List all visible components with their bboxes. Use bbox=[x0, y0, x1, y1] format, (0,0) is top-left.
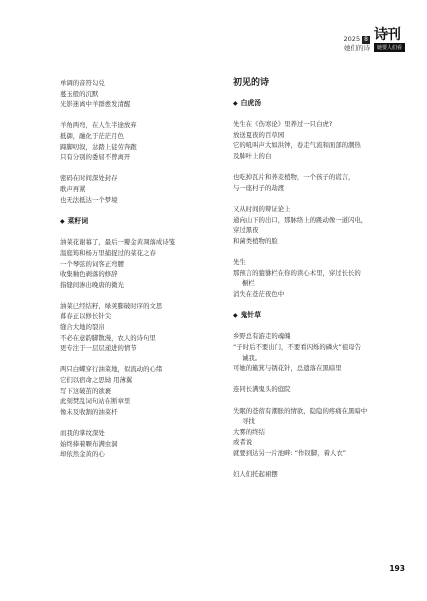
year: 2025 bbox=[343, 35, 361, 43]
poem-line: 也吃掉瓦片和荞麦植物，一个孩子的谎言， bbox=[233, 173, 355, 182]
poem-line: 它们以宿命之思恸 用薄翼 bbox=[60, 376, 133, 385]
poem-line: 油菜花谢幕了，最后一瓣金黄凋落成诗笺 bbox=[60, 238, 176, 247]
poem-line: 密码在时间深处封存 bbox=[60, 174, 118, 183]
poem-line: 暮春正以修长针尖 bbox=[60, 312, 112, 321]
stanza bbox=[233, 384, 398, 395]
diamond-bullet-icon: ◆ bbox=[233, 99, 238, 107]
poem-line: 蔓玉般的沉默 bbox=[60, 89, 99, 98]
poem-line: 或者说 bbox=[233, 438, 253, 447]
poem-line: 又从时间的辩证论上 bbox=[233, 204, 291, 213]
poem-line: 消失在苍茫夜色中 bbox=[233, 289, 285, 298]
poem-line: 诫我。 bbox=[242, 353, 262, 362]
stanza bbox=[233, 469, 398, 480]
issue-info bbox=[344, 35, 370, 52]
poem-line: 那预言的貔貅栏在你的读心术里，穿过长长的 bbox=[233, 268, 361, 277]
poem-line: 而我的掌纹深处 bbox=[60, 429, 105, 437]
poem-line: 却依然金黄的心 bbox=[60, 450, 105, 459]
poem-line: 通向山下的出口，那脉络上的跳动像一道闪电， bbox=[233, 215, 368, 224]
poem-line: 和菌类植物的脸 bbox=[233, 236, 278, 245]
stanza bbox=[60, 173, 215, 205]
poem-line: 单调的音符勾兑 bbox=[60, 79, 105, 87]
poem-continuation bbox=[60, 78, 215, 205]
diamond-bullet-icon: ◆ bbox=[60, 217, 65, 225]
poem-line: 就要到达另一片池畔: “作钗脚，着人衣” bbox=[233, 449, 347, 457]
poem-line: 始终捧着颗布满虫洞 bbox=[60, 439, 118, 448]
poem-line: 写下这破茧的欲裹 bbox=[60, 386, 112, 395]
logo-text: 诗刊 bbox=[373, 27, 400, 43]
poem-line: 收集釉色剥落的修辞 bbox=[60, 270, 118, 279]
poem-line: 光影迷离中羊群愈发清醒 bbox=[60, 100, 131, 109]
poem-line: 温庭筠和杨万里捕捉过的菜花之春 bbox=[60, 248, 156, 257]
poem-line: 抵御，融化于茫茫月色 bbox=[60, 131, 124, 140]
poem-line: 妇人们托起裙摆 bbox=[233, 470, 278, 479]
issue-number: 8 bbox=[364, 36, 368, 43]
section-title-caiziCi: ◆ 菜籽词 bbox=[60, 216, 89, 225]
column-name: 她们的诗 bbox=[343, 44, 370, 52]
poem-line: 寻找 bbox=[242, 417, 255, 426]
left-column bbox=[60, 78, 215, 470]
poem-line: 先生 bbox=[233, 257, 246, 266]
poem-line: 指缝间渗出晚唐的微光 bbox=[60, 280, 124, 289]
poem-line: 油菜已经结籽，绿荚膨破时序的文思 bbox=[60, 301, 163, 310]
diamond-bullet-icon: ◆ bbox=[233, 311, 238, 319]
poem-line: 缝合大地的裂帛 bbox=[60, 323, 105, 332]
stanza bbox=[233, 172, 398, 193]
poem-line: 与一座村子的劫渡 bbox=[233, 183, 285, 192]
poem-caiziCi bbox=[60, 237, 215, 459]
poem-line: 蹄脚叨叙，忿踏上徒劳奔跑 bbox=[60, 142, 137, 151]
poem-line: 放送夏夜的百草园 bbox=[233, 130, 285, 139]
poem-line: 先生在《伤寒论》里养过一只白虎? bbox=[233, 120, 333, 129]
poem-line: 更专注于一层层递进的情节 bbox=[60, 344, 137, 353]
logo-tagline: 她要人们看 bbox=[374, 43, 405, 52]
poem-line: 连同长满鬼头的庭院 bbox=[233, 385, 291, 394]
right-column bbox=[233, 78, 398, 490]
stanza bbox=[233, 119, 398, 161]
stanza bbox=[60, 120, 215, 162]
poem-line: 橱栏 bbox=[242, 279, 255, 288]
poem-body bbox=[233, 119, 398, 299]
section-title: ◆ 白虎汤 bbox=[233, 98, 262, 107]
poem-line: 穿过黑夜 bbox=[233, 226, 259, 235]
poem-line: 及肺叶上的白 bbox=[233, 151, 272, 160]
poem-line: 此刻焚乱词句站在断章里 bbox=[60, 397, 131, 406]
poem-line: 羊角两弯，在人生半途放弃 bbox=[60, 121, 137, 130]
stanza bbox=[60, 428, 215, 460]
poem-line: 乡野总有游走的魂魄 bbox=[233, 332, 291, 341]
section-title: ◆ 鬼针草 bbox=[233, 310, 262, 319]
poem-line: 它的吼叫声大如洪钟，卷走气流和面部的潮热 bbox=[233, 141, 361, 150]
poem-line: 不必在意韵脚散漫，农人的诗句里 bbox=[60, 333, 156, 342]
poem-line: 可她的簸箕与锈花针，总遗落在黑暗里 bbox=[233, 364, 342, 373]
stanza bbox=[233, 257, 398, 299]
poem-line: 也无法抵达一个梦境 bbox=[60, 195, 118, 204]
poem-line: 像未及收割的油菜杆 bbox=[60, 407, 118, 416]
poem-body bbox=[233, 331, 398, 479]
poem-line: 失眠的苍蓿有潮胀的情欲，隐隐的疼痛在黑暗中 bbox=[233, 406, 368, 415]
poem-line: 一个琴弦的词客正弯腰 bbox=[60, 259, 124, 268]
stanza bbox=[233, 204, 398, 246]
poem-group-title: 初见的诗 bbox=[233, 78, 270, 88]
poem-line: 两只白蝶穿行油菜地，似流动的心绪 bbox=[60, 365, 163, 374]
page-number: 193 bbox=[389, 564, 405, 573]
stanza bbox=[60, 78, 215, 110]
stanza bbox=[60, 301, 215, 354]
poem-line: 歌声再紧 bbox=[60, 184, 86, 193]
stanza bbox=[60, 237, 215, 290]
poem-line: “子时后不要出门，不要看闪烁的磷火”祖母告 bbox=[233, 343, 362, 352]
stanza bbox=[60, 364, 215, 417]
stanza bbox=[233, 406, 398, 459]
poem-line: 大雾的终结 bbox=[233, 427, 265, 436]
poem-line: 只有分别的委屈不曾离开 bbox=[60, 153, 131, 162]
page-header bbox=[344, 28, 405, 52]
stanza bbox=[233, 331, 398, 373]
magazine-logo bbox=[374, 28, 405, 52]
